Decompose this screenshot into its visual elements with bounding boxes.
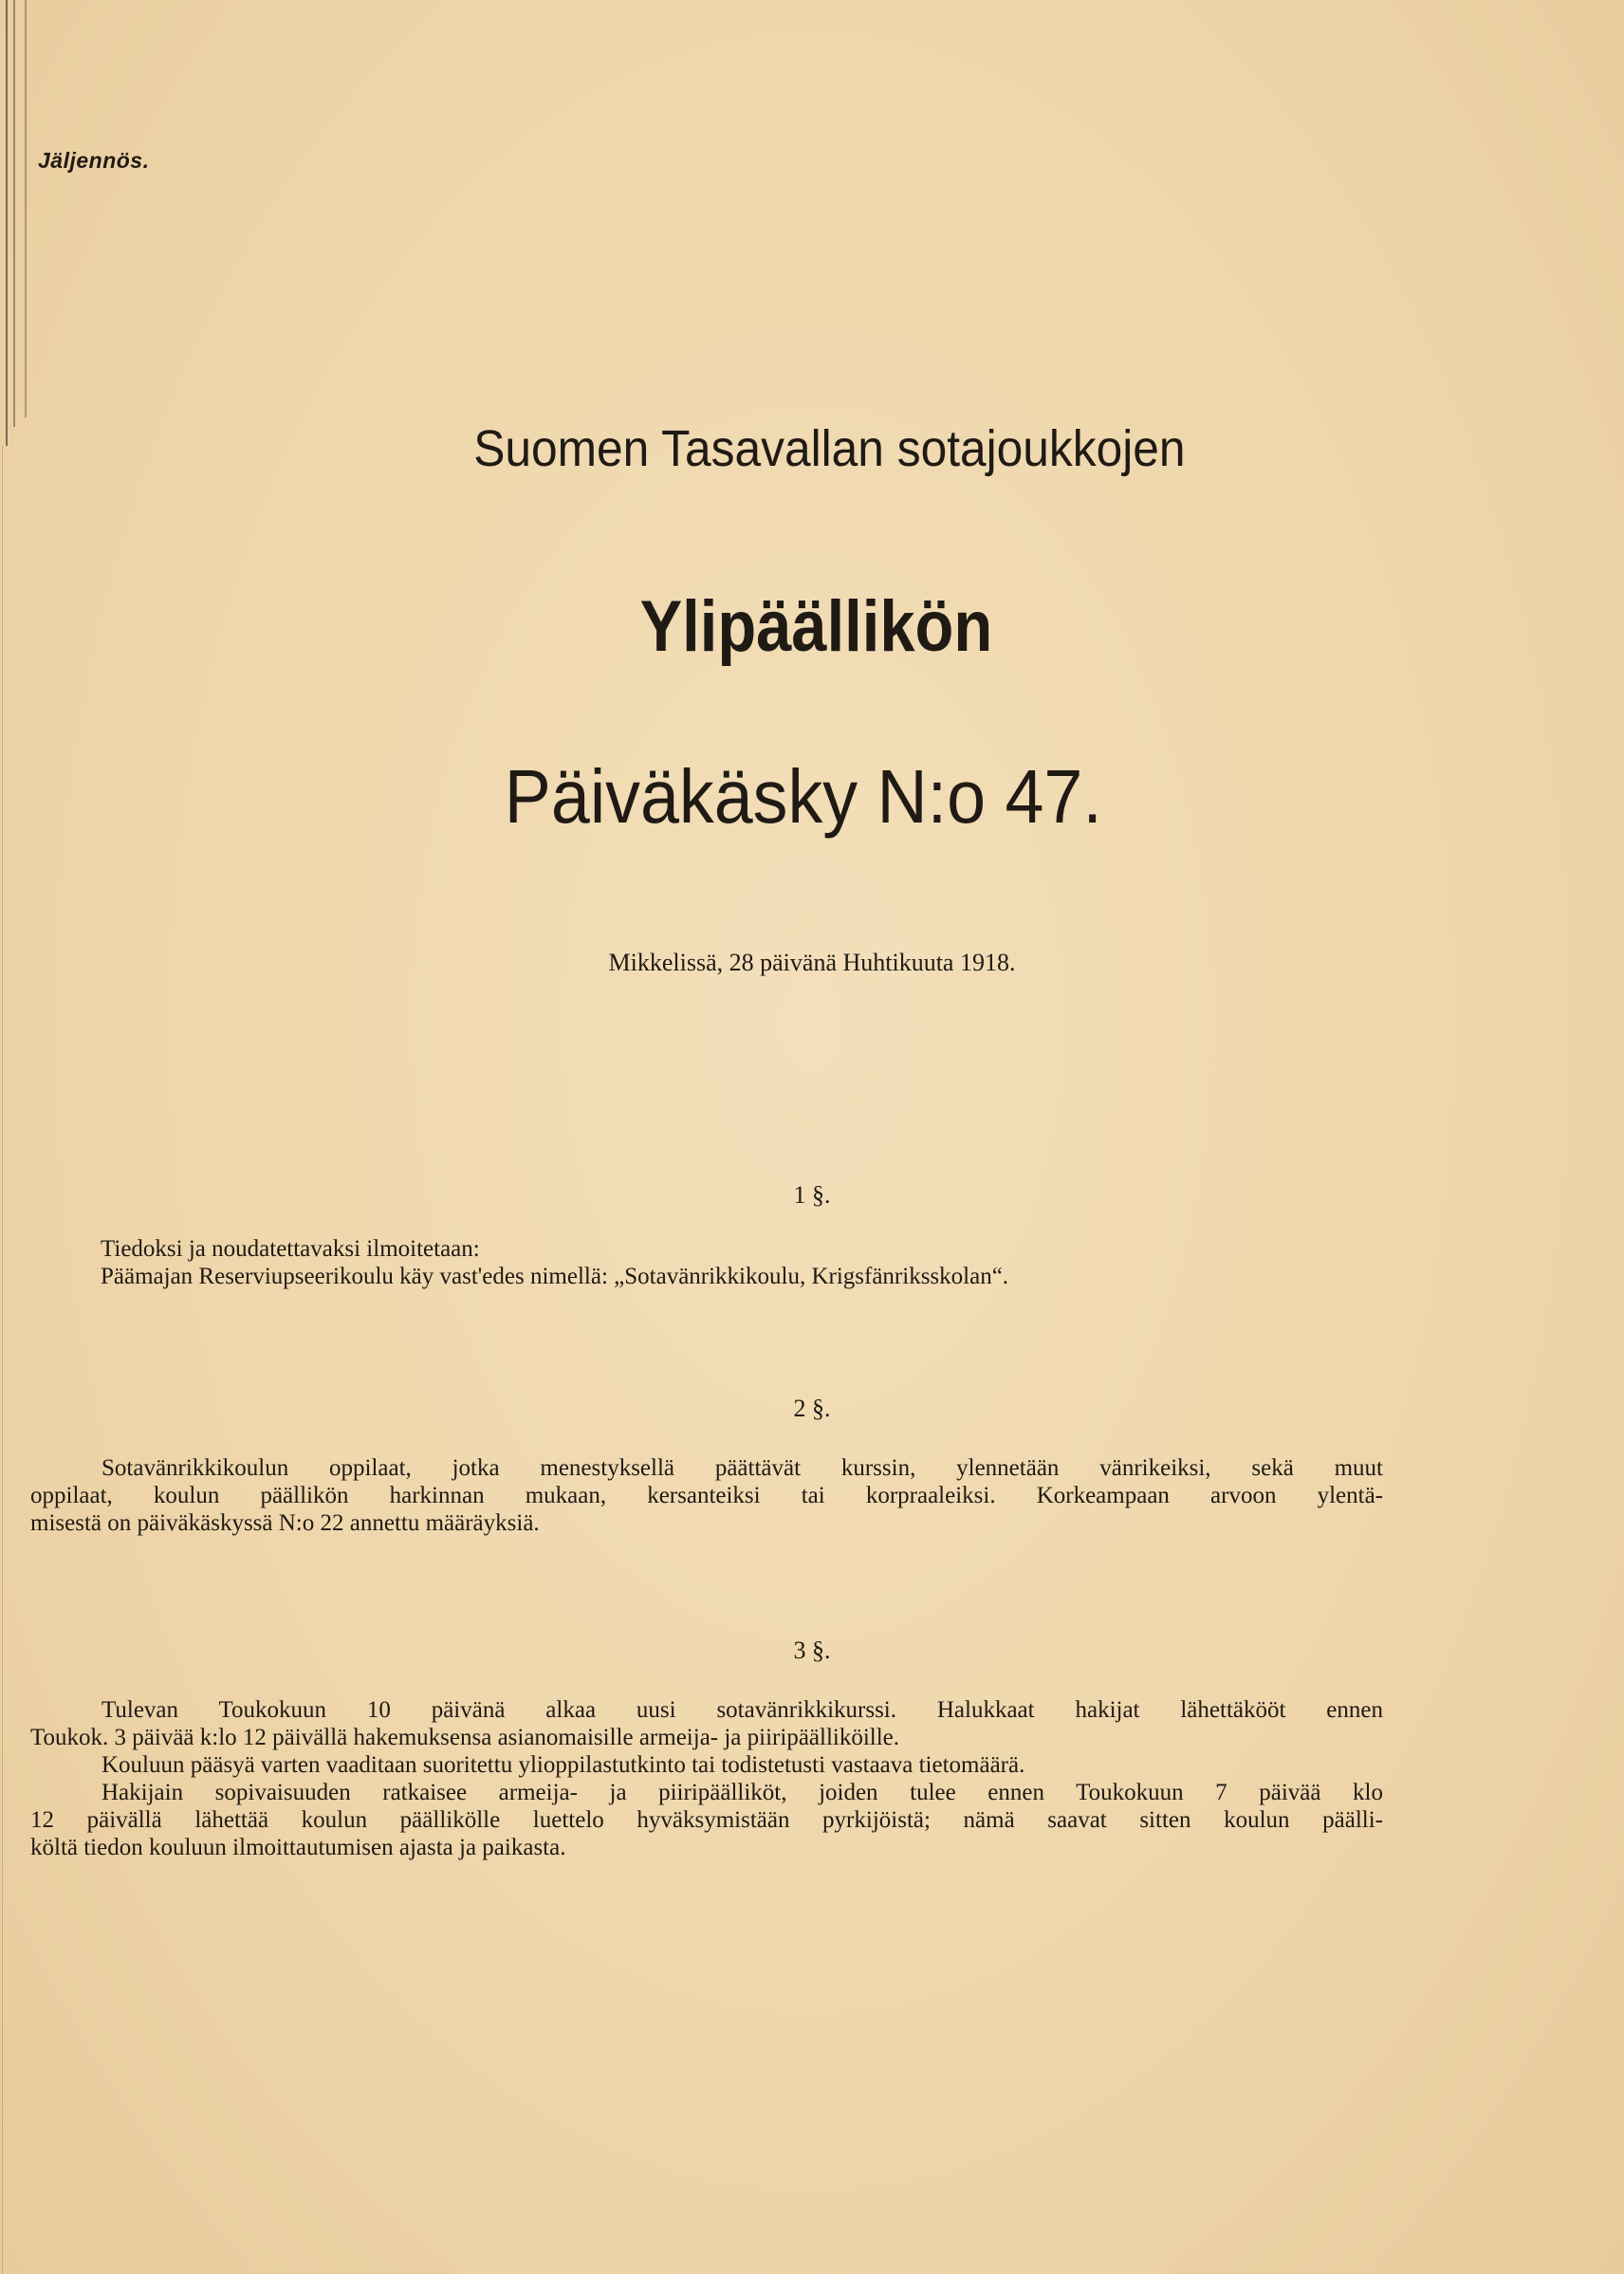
section-1-body — [101, 1235, 1353, 1290]
binding-edge — [2, 446, 3, 2274]
section-2-body — [30, 1454, 1383, 1537]
header-line-2: Ylipäällikön — [639, 586, 993, 667]
copy-stamp: Jäljennös. — [38, 148, 150, 173]
section-3-body — [30, 1696, 1383, 1861]
text-line: Sotavänrikkikoulun oppilaat, jotka menestyksellä päättävät kurssin, ylennetään vänrikeiksi, sekä muut — [102, 1455, 1383, 1481]
text-line: költä tiedon kouluun ilmoittautumisen ajasta ja paikasta. — [30, 1835, 566, 1860]
text-line: misestä on päiväkäskyssä N:o 22 annettu määräyksiä. — [30, 1510, 540, 1536]
section-mark-2: 2 §. — [793, 1395, 831, 1422]
text-line: Tulevan Toukokuun 10 päivänä alkaa uusi sotavänrikkikurssi. Halukkaat hakijat lähettäkööt ennen — [102, 1697, 1383, 1723]
header-line-1: Suomen Tasavallan sotajoukkojen — [473, 420, 1186, 477]
dateline: Mikkelissä, 28 päivänä Huhtikuuta 1918. — [608, 949, 1016, 976]
text-line: oppilaat, koulun päällikön harkinnan mukaan, kersanteiksi tai korpraaleiksi. Korkeampaan arvoon ylentä- — [30, 1483, 1383, 1508]
text-line: Tiedoksi ja noudatettavaksi ilmoitetaan: — [101, 1236, 480, 1262]
binding-edge — [25, 0, 27, 417]
binding-edge — [6, 0, 8, 446]
text-line: Kouluun pääsyä varten vaaditaan suoritettu ylioppilastutkinto tai todistetusti vastaava tietomäärä. — [102, 1752, 1025, 1778]
text-line: Päämajan Reserviupseerikoulu käy vast'edes nimellä: „Sotavänrikkikoulu, Krigsfänriksskolan“. — [101, 1264, 1009, 1289]
text-line: 12 päivällä lähettää koulun päällikölle luettelo hyväksymistään pyrkijöistä; nämä saavat sitten koulun päälli- — [30, 1807, 1383, 1833]
text-line: Toukok. 3 päivää k:lo 12 päivällä hakemuksensa asianomaisille armeija- ja piiripäälliköille. — [30, 1725, 900, 1750]
section-mark-3: 3 §. — [793, 1636, 831, 1664]
text-line: Hakijain sopivaisuuden ratkaisee armeija- ja piiripäälliköt, joiden tulee ennen Toukokuun 7 päivää klo — [102, 1780, 1383, 1805]
header-line-3: Päiväkäsky N:o 47. — [504, 754, 1102, 839]
binding-edge — [13, 0, 15, 427]
section-mark-1: 1 §. — [793, 1181, 831, 1209]
